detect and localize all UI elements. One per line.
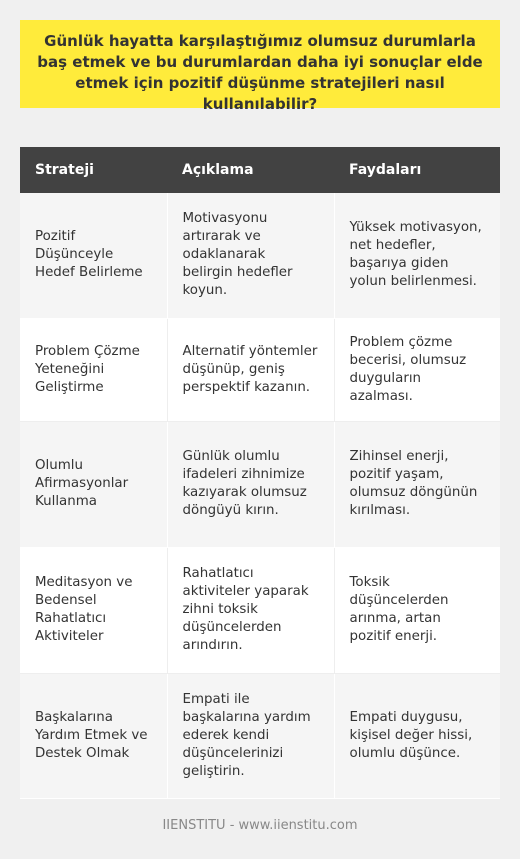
cell-benefits: Toksik düşüncelerden arınma, artan pozitif enerji. — [334, 547, 500, 673]
strategy-table — [20, 147, 500, 799]
cell-benefits: Empati duygusu, kişisel değer hissi, olumlu düşünce. — [334, 673, 500, 798]
cell-strategy: Pozitif Düşünceyle Hedef Belirleme — [20, 193, 167, 318]
cell-description: Empati ile başkalarına yardım ederek kendi düşüncelerinizi geliştirin. — [167, 673, 334, 798]
cell-description: Motivasyonu artırarak ve odaklanarak belirgin hedefler koyun. — [167, 193, 334, 318]
header-description: Açıklama — [167, 147, 334, 193]
table-row — [20, 547, 500, 673]
header-benefits: Faydaları — [334, 147, 500, 193]
table-row — [20, 421, 500, 547]
cell-benefits: Yüksek motivasyon, net hedefler, başarıya giden yolun belirlenmesi. — [334, 193, 500, 318]
cell-benefits: Problem çözme becerisi, olumsuz duyguların azalması. — [334, 318, 500, 421]
question-banner: Günlük hayatta karşılaştığımız olumsuz durumlarla baş etmek ve bu durumlardan daha iyi sonuçlar elde etmek için pozitif düşünme stratejileri nasıl kullanılabilir? — [20, 20, 500, 108]
table-row — [20, 673, 500, 798]
table-row — [20, 318, 500, 421]
footer-credit: IIENSTITU - www.iienstitu.com — [162, 818, 358, 833]
cell-strategy: Olumlu Afirmasyonlar Kullanma — [20, 421, 167, 547]
cell-description: Alternatif yöntemler düşünüp, geniş perspektif kazanın. — [167, 318, 334, 421]
cell-benefits: Zihinsel enerji, pozitif yaşam, olumsuz döngünün kırılması. — [334, 421, 500, 547]
cell-strategy: Problem Çözme Yeteneğini Geliştirme — [20, 318, 167, 421]
cell-description: Günlük olumlu ifadeleri zihnimize kazıyarak olumsuz döngüyü kırın. — [167, 421, 334, 547]
table-header-row — [20, 147, 500, 193]
header-strategy: Strateji — [20, 147, 167, 193]
cell-description: Rahatlatıcı aktiviteler yaparak zihni toksik düşüncelerden arındırın. — [167, 547, 334, 673]
cell-strategy: Meditasyon ve Bedensel Rahatlatıcı Aktiviteler — [20, 547, 167, 673]
cell-strategy: Başkalarına Yardım Etmek ve Destek Olmak — [20, 673, 167, 798]
table-row — [20, 193, 500, 318]
